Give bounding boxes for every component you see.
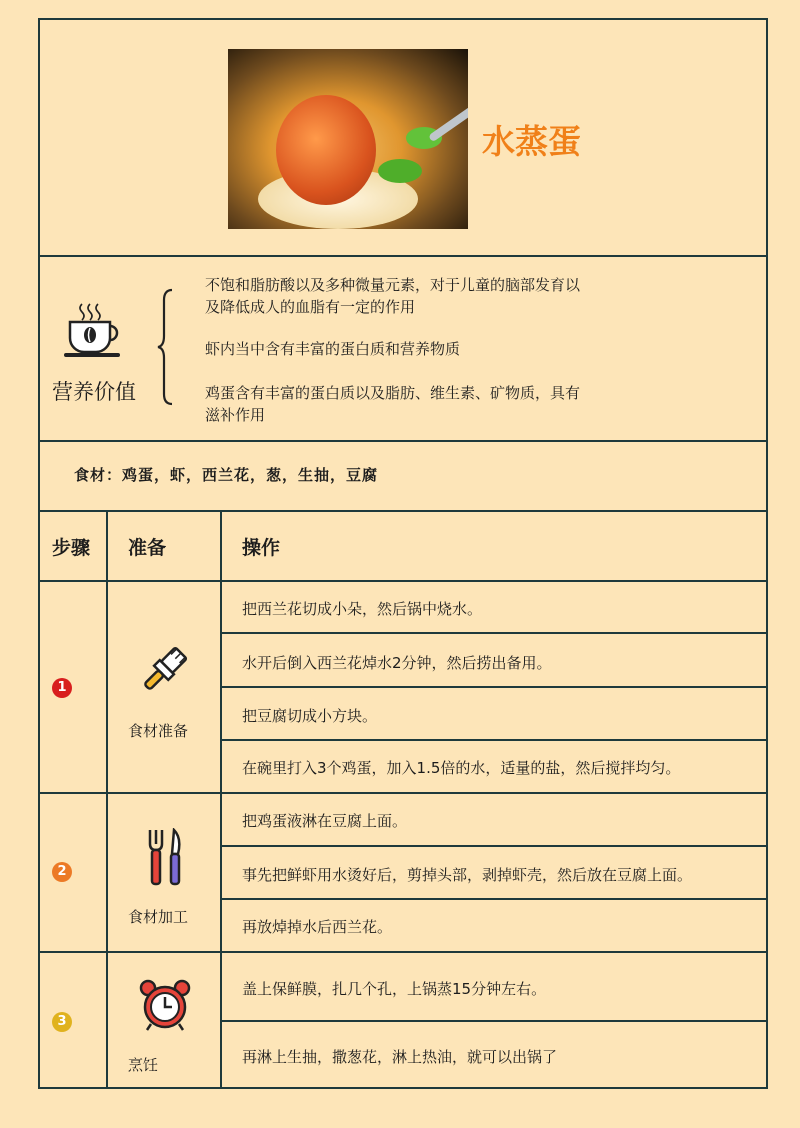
nutrition-item: 鸡蛋含有丰富的蛋白质以及脂肪、维生素、矿物质，具有滋补作用	[205, 384, 581, 424]
step-number-badge: 2	[52, 862, 72, 882]
operation-text: 再淋上生抽，撒葱花，淋上热油，就可以出锅了	[242, 1048, 558, 1066]
steamed-egg-photo	[228, 49, 468, 229]
operation-text: 把鸡蛋液淋在豆腐上面。	[242, 812, 408, 830]
step-number-badge: 3	[52, 1012, 72, 1032]
divider	[40, 510, 766, 512]
alarm-clock-icon	[138, 978, 192, 1036]
header-step: 步骤	[52, 537, 91, 559]
page-frame	[38, 18, 768, 1089]
coffee-cup-icon	[64, 302, 122, 362]
divider	[40, 580, 766, 582]
divider	[40, 440, 766, 442]
operation-text: 把西兰花切成小朵，然后锅中烧水。	[242, 600, 483, 618]
nutrition-item: 虾内当中含有丰富的蛋白质和营养物质	[205, 340, 461, 358]
prep-label: 食材加工	[128, 908, 189, 926]
brace-icon	[156, 288, 176, 410]
operation-text: 水开后倒入西兰花焯水2分钟，然后捞出备用。	[242, 654, 552, 672]
operation-text: 事先把鲜虾用水烫好后，剪掉头部，剥掉虾壳，然后放在豆腐上面。	[242, 866, 693, 884]
prep-label: 烹饪	[128, 1056, 159, 1074]
nutrition-item: 不饱和脂肪酸以及多种微量元素，对于儿童的脑部发育以及降低成人的血脂有一定的作用	[205, 276, 581, 316]
prep-label: 食材准备	[128, 722, 189, 740]
divider	[40, 951, 766, 953]
header-operation: 操作	[242, 537, 281, 559]
column-divider	[106, 510, 108, 1089]
brush-icon	[138, 644, 190, 700]
operation-text: 再放焯掉水后西兰花。	[242, 918, 393, 936]
divider	[40, 792, 766, 794]
ingredients-list: 食材：鸡蛋，虾，西兰花，葱，生抽，豆腐	[74, 466, 379, 484]
step-number-badge: 1	[52, 678, 72, 698]
header-prep: 准备	[128, 537, 167, 559]
fork-knife-icon	[144, 828, 186, 890]
operation-text: 盖上保鲜膜，扎几个孔，上锅蒸15分钟左右。	[242, 980, 547, 998]
operation-text: 在碗里打入3个鸡蛋，加入1.5倍的水，适量的盐，然后搅拌均匀。	[242, 759, 681, 777]
operation-text: 把豆腐切成小方块。	[242, 707, 378, 725]
divider	[40, 255, 766, 257]
nutrition-label: 营养价值	[52, 380, 136, 404]
column-divider	[220, 510, 222, 1089]
page-title: 水蒸蛋	[482, 122, 581, 161]
